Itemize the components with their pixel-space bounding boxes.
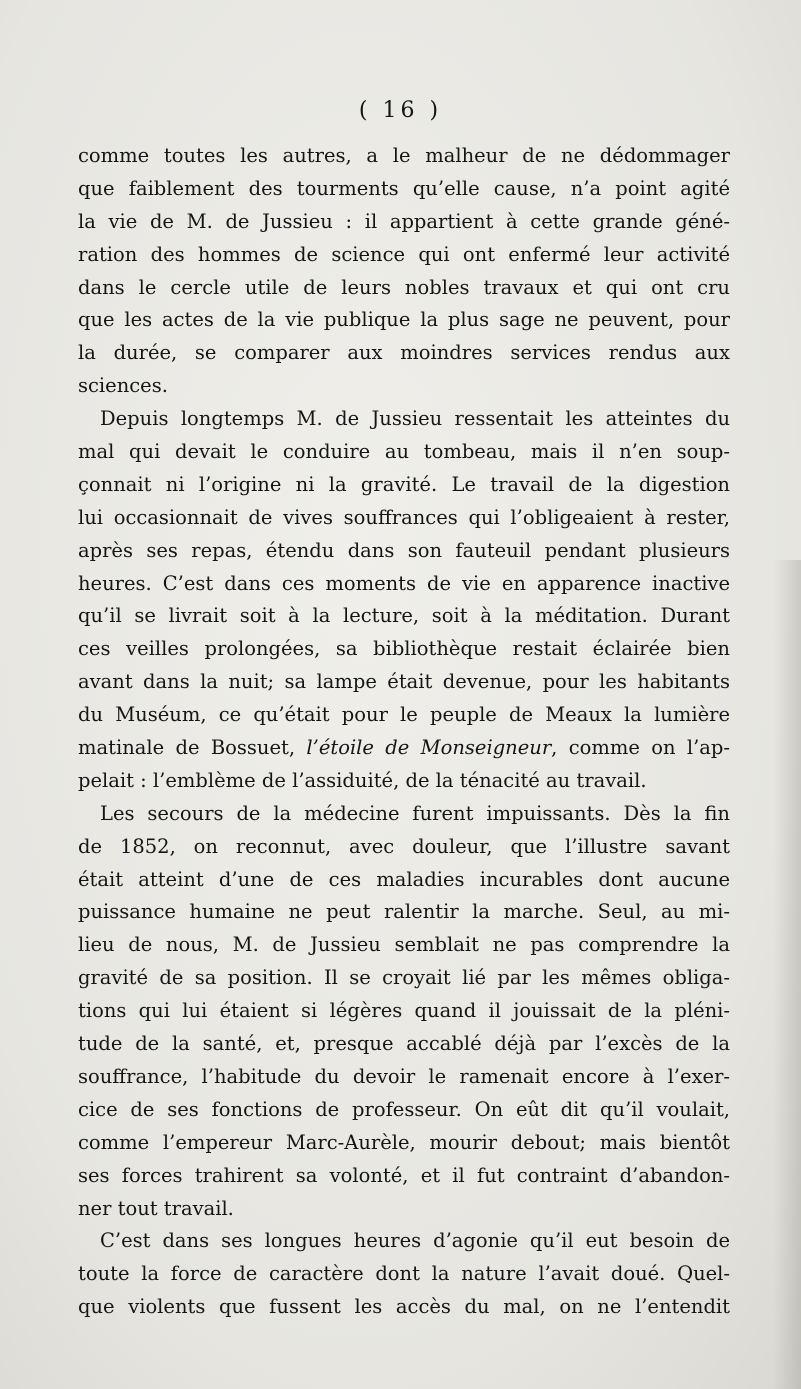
text-segment: matinale de Bossuet, <box>78 736 307 760</box>
text-line: était atteint d’une de ces maladies incurables dont aucune <box>78 867 730 891</box>
text-line: de 1852, on reconnut, avec douleur, que l’illustre savant <box>78 834 730 858</box>
text-line: C’est dans ses longues heures d’agonie qu’il eut besoin de <box>100 1229 730 1253</box>
text-line: ration des hommes de science qui ont enfermé leur activité <box>78 242 730 266</box>
text-line: comme toutes les autres, a le malheur de ne dédommager <box>78 144 730 167</box>
text-line: ses forces trahirent sa volonté, et il fut contraint d’abandon- <box>78 1163 730 1187</box>
text-line: comme l’empereur Marc-Aurèle, mourir debout; mais bientôt <box>78 1130 730 1154</box>
text-line: Depuis longtemps M. de Jussieu ressentait les atteintes du <box>100 407 730 431</box>
text-line: cice de ses fonctions de professeur. On eût dit qu’il voulait, <box>78 1097 730 1121</box>
text-line: lui occasionnait de vives souffrances qui l’obligeaient à rester, <box>78 505 730 529</box>
page-edge-shadow <box>773 560 801 1389</box>
text-line: tions qui lui étaient si légères quand il jouissait de la pléni- <box>78 999 730 1023</box>
text-line: lieu de nous, M. de Jussieu semblait ne pas comprendre la <box>78 933 730 957</box>
italic-phrase: l’étoile de Monseigneur <box>306 736 552 760</box>
text-line: la vie de M. de Jussieu : il appartient à cette grande géné- <box>78 209 730 233</box>
text-line: mal qui devait le conduire au tombeau, mais il n’en soup- <box>78 440 730 464</box>
text-line: sciences. <box>78 374 168 398</box>
text-line: la durée, se comparer aux moindres services rendus aux <box>78 341 730 365</box>
text-line: ces veilles prolongées, sa bibliothèque restait éclairée bien <box>78 637 730 661</box>
text-line: toute la force de caractère dont la nature l’avait doué. Quel- <box>78 1262 730 1286</box>
text-line: ner tout travail. <box>78 1196 234 1220</box>
text-line: gravité de sa position. Il se croyait lié par les mêmes obliga- <box>78 966 730 990</box>
text-line: du Muséum, ce qu’était pour le peuple de Meaux la lumière <box>78 703 730 727</box>
text-line: souffrance, l’habitude du devoir le ramenait encore à l’exer- <box>78 1064 730 1088</box>
text-line: tude de la santé, et, presque accablé déjà par l’excès de la <box>78 1032 730 1056</box>
text-line: après ses repas, étendu dans son fauteuil pendant plusieurs <box>78 538 730 562</box>
text-line: pelait : l’emblème de l’assiduité, de la ténacité au travail. <box>78 768 647 792</box>
body-text <box>78 140 730 1324</box>
page-number: ( 16 ) <box>358 98 443 123</box>
text-line: que faiblement des tourments qu’elle cause, n’a point agité <box>78 176 730 200</box>
text-line: dans le cercle utile de leurs nobles travaux et qui ont cru <box>78 275 730 299</box>
text-line: Les secours de la médecine furent impuissants. Dès la fin <box>100 801 730 825</box>
text-line: que les actes de la vie publique la plus sage ne peuvent, pour <box>78 308 730 332</box>
text-line: avant dans la nuit; sa lampe était devenue, pour les habitants <box>78 670 730 694</box>
text-line: qu’il se livrait soit à la lecture, soit à la méditation. Durant <box>78 604 730 628</box>
text-segment: , comme on l’ap- <box>551 736 730 760</box>
text-line-with-italic <box>78 732 730 765</box>
text-line: puissance humaine ne peut ralentir la marche. Seul, au mi- <box>78 900 730 924</box>
text-line: que violents que fussent les accès du mal, on ne l’entendit <box>78 1295 730 1319</box>
text-line: çonnait ni l’origine ni la gravité. Le travail de la digestion <box>78 472 730 496</box>
text-line: heures. C’est dans ces moments de vie en apparence inactive <box>78 571 730 595</box>
